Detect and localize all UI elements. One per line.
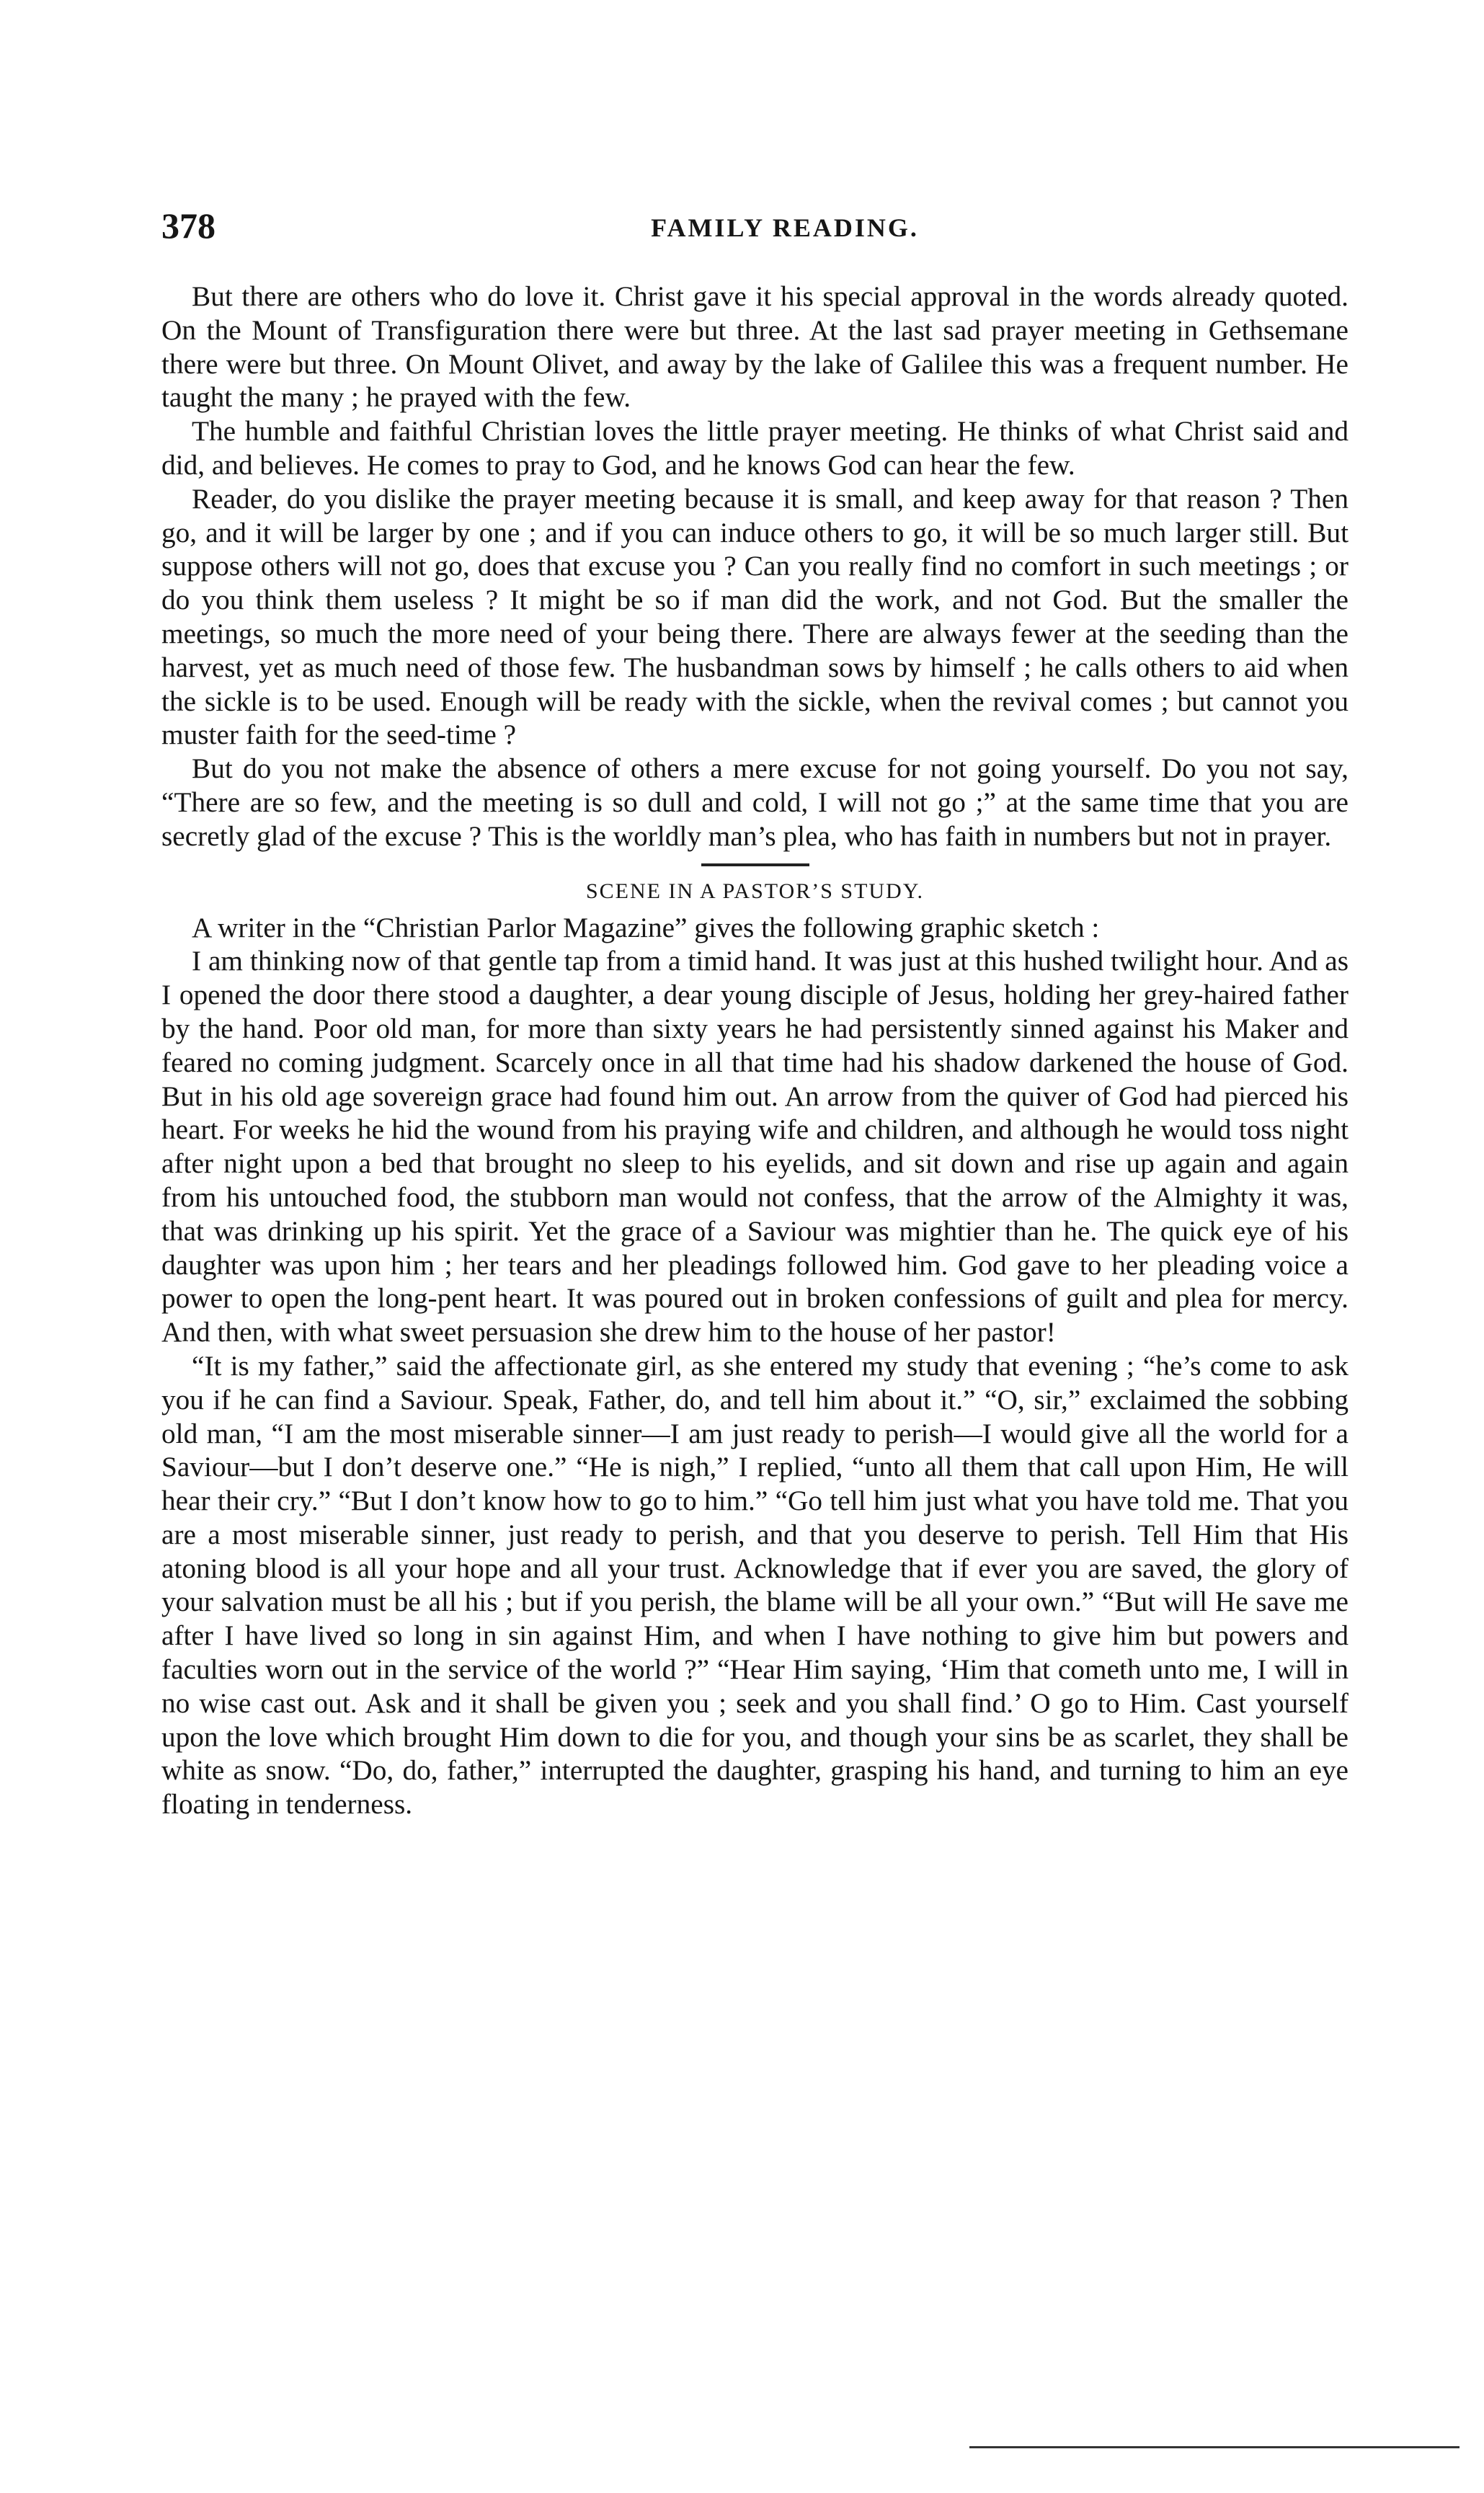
paragraph: But do you not make the absence of others a mere excuse for not going yourself. Do you not say, “There are so few, and the meeting is so dull and cold, I will not go ;” at the same time that you are secretly glad of the excuse ? This is the worldly man’s plea, who has faith in numbers but not in prayer. [161,752,1349,852]
page-bottom-rule [969,2446,1459,2448]
page-number: 378 [161,205,216,246]
paragraph: But there are others who do love it. Christ gave it his special approval in the words already quoted. On the Mount of Transfiguration there were but three. At the last sad prayer meeting in Gethsemane there were but three. On Mount Olivet, and away by the lake of Galilee this was a frequent number. He taught the many ; he prayed with the few. [161,280,1349,414]
section-divider [701,863,809,866]
running-title: FAMILY READING. [651,213,919,242]
body-text [161,280,1349,1821]
paragraph: I am thinking now of that gentle tap from a timid hand. It was just at this hushed twilight hour. And as I opened the door there stood a daughter, a dear young disciple of Jesus, holding her grey-haired father by the hand. Poor old man, for more than sixty years he had persistently sinned against his Maker and feared no coming judgment. Scarcely once in all that time had his shadow darkened the house of God. But in his old age sovereign grace had found him out. An arrow from the quiver of God had pierced his heart. For weeks he hid the wound from his praying wife and children, and although he would toss night after night upon a bed that brought no sleep to his eyelids, and sit down and rise up again and again from his untouched food, the stubborn man would not confess, that the arrow of the Almighty it was, that was drinking up his spirit. Yet the grace of a Saviour was mightier than he. The quick eye of his daughter was upon him ; her tears and her pleadings followed him. God gave to her pleading voice a power to open the long-pent heart. It was poured out in broken confessions of guilt and plea for mercy. And then, with what sweet persuasion she drew him to the house of her pastor! [161,945,1349,1348]
paragraph: Reader, do you dislike the prayer meeting because it is small, and keep away for that reason ? Then go, and it will be larger by one ; and if you can induce others to go, it will be so much larger still. But suppose others will not go, does that excuse you ? Can you really find no comfort in such meetings ; or do you think them useless ? It might be so if man did the work, and not God. But the smaller the meetings, so much the more need of your being there. There are always fewer at the seeding than the harvest, yet as much need of those few. The husbandman sows by himself ; he calls others to aid when the sickle is to be used. Enough will be ready with the sickle, when the revival comes ; but cannot you muster faith for the seed-time ? [161,482,1349,751]
paragraph: The humble and faithful Christian loves the little prayer meeting. He thinks of what Christ said and did, and believes. He comes to pray to God, and he knows God can hear the few. [161,415,1349,481]
paragraph: A writer in the “Christian Parlor Magazine” gives the following graphic sketch : [192,911,1100,943]
paragraph: “It is my father,” said the affectionate girl, as she entered my study that evening ; “he’s come to ask you if he can find a Saviour. Speak, Father, do, and tell him about it.” “O, sir,” exclaimed the sobbing old man, “I am the most miserable sinner—I am just ready to perish—I would give all the world for a Saviour—but I don’t deserve one.” “He is nigh,” I replied, “unto all them that call upon Him, He will hear their cry.” “But I don’t know how to go to him.” “Go tell him just what you have told me. That you are a most miserable sinner, just ready to perish, and that you deserve to perish. Tell Him that His atoning blood is all your hope and all your trust. Acknowledge that if ever you are saved, the glory of your salvation must be all his ; but if you perish, the blame will be all your own.” “But will He save me after I have lived so long in sin against Him, and when I have nothing to give him but powers and faculties worn out in the service of the world ?” “Hear Him saying, ‘Him that cometh unto me, I will in no wise cast out. Ask and it shall be given you ; seek and you shall find.’ O go to Him. Cast yourself upon the love which brought Him down to die for you, and though your sins be as scarlet, they shall be white as snow. “Do, do, father,” interrupted the daughter, grasping his hand, and turning to him an eye floating in tenderness. [161,1349,1349,1821]
section-title: SCENE IN A PASTOR’S STUDY. [585,879,925,903]
page-header [161,204,1351,247]
